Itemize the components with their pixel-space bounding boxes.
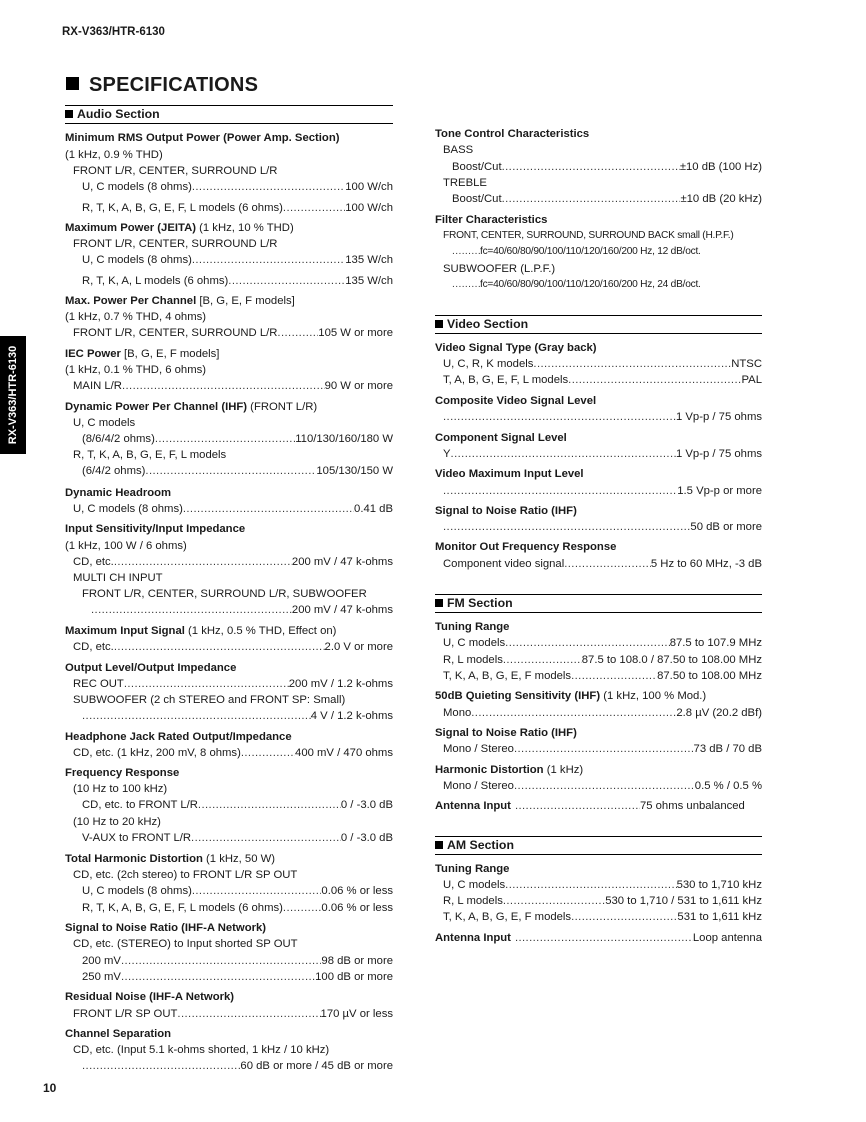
spec-row: [435, 635, 762, 651]
spec-label: U, C models (8 ohms): [82, 254, 192, 266]
spec-value: 60 dB or more / 45 dB or more: [240, 1060, 393, 1072]
spec-label: U, C, R, K models: [443, 358, 534, 370]
spec-row: [65, 969, 393, 985]
am-section-heading-text: AM Section: [447, 838, 514, 852]
leader-dots: [114, 639, 325, 655]
leader-dots: [571, 668, 657, 684]
spec-label: Y: [443, 448, 451, 460]
square-bullet-icon: [435, 841, 443, 849]
spec-title-cond: [B, G, E, F models]: [196, 295, 295, 307]
spec-title: Max. Power Per Channel: [65, 295, 197, 307]
spec-title-cond: (1 kHz, 10 % THD): [195, 222, 294, 234]
spec-label: MAIN L/R: [73, 380, 122, 392]
leader-dots: [82, 1058, 240, 1074]
spec-label: 200 mV: [82, 955, 121, 967]
spec-value: 200 mV / 1.2 k-ohms: [288, 678, 393, 690]
iec-cond: (1 kHz, 0.1 % THD, 6 ohms): [65, 364, 207, 376]
leader-dots: [533, 356, 731, 372]
leader-dots: [452, 244, 480, 260]
spec-value: 1.5 Vp-p or more: [677, 485, 762, 497]
spec-value: 100 dB or more: [315, 971, 393, 983]
min-rms-title: Minimum RMS Output Power (Power Amp. Section): [65, 132, 340, 144]
leader-dots: [471, 705, 676, 721]
spec-label: FRONT L/R SP OUT: [73, 1008, 178, 1020]
spec-label: R, L models: [443, 895, 503, 907]
video-snr-title: Signal to Noise Ratio (IHF): [435, 505, 577, 517]
leader-dots: [122, 378, 325, 394]
input-sens-sub2: FRONT L/R, CENTER, SURROUND L/R, SUBWOOFER: [82, 588, 367, 600]
spec-title-cond: (1 kHz): [543, 764, 584, 776]
page-title: [66, 74, 258, 97]
freq-resp-cond1: (10 Hz to 100 kHz): [73, 783, 168, 795]
spec-row: [65, 602, 393, 618]
spec-value: 87.5 to 107.9 MHz: [669, 637, 762, 649]
spec-value: 0 / -3.0 dB: [340, 832, 393, 844]
leader-dots: [82, 708, 311, 724]
spec-title: 50dB Quieting Sensitivity (IHF): [435, 690, 601, 702]
spec-value: 200 mV / 47 k-ohms: [291, 604, 393, 616]
spec-row: [65, 1058, 393, 1074]
spec-label: FRONT L/R, CENTER, SURROUND L/R: [73, 327, 278, 339]
snr-title: Signal to Noise Ratio (IHF-A Network): [65, 922, 267, 934]
leader-dots: [283, 900, 322, 916]
spec-row: [435, 930, 762, 946]
spec-value: 135 W/ch: [345, 254, 393, 266]
min-rms-cond: (1 kHz, 0.9 % THD): [65, 149, 163, 161]
spec-label: R, T, K, A, B, G, E, F, L models (6 ohms): [82, 202, 283, 214]
spec-row: [435, 652, 762, 668]
spec-label: Mono / Stereo: [443, 743, 514, 755]
spec-row: [65, 745, 393, 761]
leader-dots: [515, 930, 693, 946]
max-input-title: [65, 623, 393, 639]
spec-value: 0.5 % / 0.5 %: [694, 780, 762, 792]
spec-label: Boost/Cut: [452, 161, 502, 173]
square-bullet-icon: [435, 320, 443, 328]
spec-row: [65, 1006, 393, 1022]
freq-resp-title: Frequency Response: [65, 767, 180, 779]
square-bullet-icon: [66, 77, 79, 90]
spec-row: [435, 519, 762, 535]
spec-value: 530 to 1,710 kHz: [676, 879, 762, 891]
spec-row: [65, 797, 393, 813]
spec-label: R, T, K, A, L models (6 ohms): [82, 275, 229, 287]
spec-title: Total Harmonic Distortion: [65, 853, 203, 865]
spec-value: 1 Vp-p / 75 ohms: [675, 448, 762, 460]
leader-dots: [452, 277, 480, 293]
dyn-power-sub1: U, C models: [73, 417, 136, 429]
spec-row: [65, 953, 393, 969]
leader-dots: [451, 446, 676, 462]
leader-dots: [121, 969, 315, 985]
audio-section-heading-text: Audio Section: [77, 107, 160, 121]
spec-value: 531 to 1,611 kHz: [677, 911, 762, 923]
spec-row: [435, 191, 762, 207]
spec-value: 2.0 V or more: [324, 641, 393, 653]
leader-dots: [502, 191, 681, 207]
leader-dots: [568, 372, 741, 388]
spec-row: [65, 273, 393, 289]
spec-row: [435, 446, 762, 462]
spec-row: [435, 483, 762, 499]
video-section-heading-text: Video Section: [447, 317, 529, 331]
spec-row: [435, 356, 762, 372]
output-level-title: Output Level/Output Impedance: [65, 662, 237, 674]
component-title: Component Signal Level: [435, 432, 567, 444]
leader-dots: [155, 431, 295, 447]
spec-label: T, K, A, B, G, E, F models: [443, 670, 572, 682]
max-jeita-sub: FRONT L/R, CENTER, SURROUND L/R: [73, 238, 278, 250]
input-sens-title: Input Sensitivity/Input Impedance: [65, 523, 246, 535]
leader-dots: [191, 830, 341, 846]
spec-value: 110/130/160/180 W: [295, 433, 393, 445]
spec-value: 1 Vp-p / 75 ohms: [675, 411, 762, 423]
input-sens-cond: (1 kHz, 100 W / 6 ohms): [65, 540, 187, 552]
leader-dots: [145, 463, 316, 479]
spec-row: [435, 877, 762, 893]
spec-value: 0.06 % or less: [321, 902, 393, 914]
spec-value: 100 W/ch: [345, 181, 393, 193]
square-bullet-icon: [435, 599, 443, 607]
leader-dots: [505, 877, 676, 893]
leader-dots: [514, 741, 694, 757]
thd-sub: CD, etc. (2ch stereo) to FRONT L/R SP OUT: [73, 869, 298, 881]
spec-row: [65, 830, 393, 846]
leader-dots: [241, 745, 295, 761]
tone-title: Tone Control Characteristics: [435, 128, 590, 140]
filter-lpf: SUBWOOFER (L.P.F.): [443, 263, 556, 275]
spec-value: 73 dB / 70 dB: [693, 743, 762, 755]
leader-dots: [192, 883, 322, 899]
separation-title: Channel Separation: [65, 1028, 172, 1040]
leader-dots: [514, 778, 695, 794]
spec-row: [65, 501, 393, 517]
min-rms-sub: FRONT L/R, CENTER, SURROUND L/R: [73, 165, 278, 177]
side-tab-label: RX-V363/HTR-6130: [7, 345, 19, 445]
spec-value: 50 dB or more: [690, 521, 762, 533]
spec-value: PAL: [741, 374, 762, 386]
spec-label: 250 mV: [82, 971, 121, 983]
video-type-title: Video Signal Type (Gray back): [435, 342, 597, 354]
dyn-power-title: [65, 399, 393, 415]
spec-row: [435, 668, 762, 684]
spec-row: [435, 909, 762, 925]
leader-dots: [571, 909, 677, 925]
spec-label: (6/4/2 ohms): [82, 465, 146, 477]
spec-value: 0 / -3.0 dB: [340, 799, 393, 811]
fm-tuning-title: Tuning Range: [435, 621, 510, 633]
spec-label: REC OUT: [73, 678, 124, 690]
spec-value: 135 W/ch: [345, 275, 393, 287]
spec-row: [65, 431, 393, 447]
spec-label: U, C models: [443, 637, 506, 649]
composite-title: Composite Video Signal Level: [435, 395, 597, 407]
dyn-headroom-title: Dynamic Headroom: [65, 487, 172, 499]
spec-label: Mono: [443, 707, 472, 719]
spec-row: [435, 893, 762, 909]
spec-label: CD, etc.: [73, 641, 114, 653]
spec-row: [435, 159, 762, 175]
residual-title: Residual Noise (IHF-A Network): [65, 991, 235, 1003]
spec-row: [65, 179, 393, 195]
spec-label: U, C models (8 ohms): [82, 885, 192, 897]
spec-label: Boost/Cut: [452, 193, 502, 205]
spec-title-cond: (1 kHz, 50 W): [202, 853, 276, 865]
video-max-title: Video Maximum Input Level: [435, 468, 584, 480]
spec-title: Maximum Power (JEITA): [65, 222, 196, 234]
spec-row: [435, 277, 762, 293]
side-tab: [0, 336, 26, 454]
leader-dots: [443, 409, 676, 425]
tone-bass: BASS: [443, 144, 474, 156]
filter-title: Filter Characteristics: [435, 214, 548, 226]
spec-value: fc=40/60/80/90/100/110/120/160/200 Hz, 24 dB/oct.: [480, 279, 701, 290]
leader-dots: [183, 501, 354, 517]
spec-value: ±10 dB (100 Hz): [679, 161, 762, 173]
audio-section-heading: [65, 105, 393, 124]
spec-value: 170 µV or less: [320, 1008, 393, 1020]
spec-row: [65, 378, 393, 394]
leader-dots: [443, 483, 677, 499]
spec-row: [435, 556, 762, 572]
spec-label: CD, etc. to FRONT L/R: [82, 799, 198, 811]
fm-quieting-title: [435, 688, 762, 704]
leader-dots: [192, 252, 345, 268]
spec-row: [435, 409, 762, 425]
model-header: RX-V363/HTR-6130: [62, 26, 165, 38]
spec-label: Mono / Stereo: [443, 780, 514, 792]
spec-value: Loop antenna: [692, 932, 762, 944]
spec-value: 200 mV / 47 k-ohms: [291, 556, 393, 568]
dyn-power-sub2: R, T, K, A, B, G, E, F, L models: [73, 449, 227, 461]
spec-title: Antenna Input: [435, 932, 511, 944]
spec-row: [65, 252, 393, 268]
spec-row: [65, 708, 393, 724]
leader-dots: [91, 602, 292, 618]
spec-value: 400 mV / 470 ohms: [295, 747, 393, 759]
leader-dots: [124, 676, 289, 692]
spec-label: U, C models (8 ohms): [73, 503, 183, 515]
max-per-ch-title: [65, 293, 393, 309]
iec-title: [65, 346, 393, 362]
spec-label: R, L models: [443, 654, 503, 666]
spec-row: [65, 200, 393, 216]
tone-treble: TREBLE: [443, 177, 487, 189]
leader-dots: [192, 179, 345, 195]
spec-title: Antenna Input: [435, 800, 511, 812]
page-title-text: SPECIFICATIONS: [89, 74, 259, 96]
spec-value: 75 ohms unbalanced: [639, 800, 745, 812]
spec-title: Dynamic Power Per Channel (IHF): [65, 401, 248, 413]
spec-label: U, C models (8 ohms): [82, 181, 192, 193]
spec-row: [435, 798, 762, 814]
spec-row: [65, 463, 393, 479]
spec-label: T, A, B, G, E, F, L models: [443, 374, 569, 386]
leader-dots: [114, 554, 292, 570]
spec-label: V-AUX to FRONT L/R: [82, 832, 192, 844]
leader-dots: [121, 953, 321, 969]
spec-title-cond: (1 kHz, 0.5 % THD, Effect on): [184, 625, 337, 637]
leader-dots: [503, 893, 605, 909]
leader-dots: [503, 652, 582, 668]
spec-row: [435, 741, 762, 757]
square-bullet-icon: [65, 110, 73, 118]
am-tuning-title: Tuning Range: [435, 863, 510, 875]
leader-dots: [198, 797, 341, 813]
spec-label: R, T, K, A, B, G, E, F, L models (6 ohms): [82, 902, 283, 914]
separation-sub: CD, etc. (Input 5.1 k-ohms shorted, 1 kHz / 10 kHz): [73, 1044, 330, 1056]
spec-row: [65, 883, 393, 899]
spec-title: IEC Power: [65, 348, 121, 360]
leader-dots: [228, 273, 345, 289]
leader-dots: [564, 556, 651, 572]
fm-section-heading-text: FM Section: [447, 596, 513, 610]
spec-label: CD, etc.: [73, 556, 114, 568]
spec-row: [435, 705, 762, 721]
spec-row: [65, 554, 393, 570]
spec-row: [435, 244, 762, 260]
spec-value: 87.5 to 108.0 / 87.50 to 108.00 MHz: [581, 654, 762, 666]
spec-title-cond: (1 kHz, 100 % Mod.): [600, 690, 707, 702]
fm-section-heading: [435, 594, 762, 613]
spec-value: 98 dB or more: [321, 955, 393, 967]
fm-snr-title: Signal to Noise Ratio (IHF): [435, 727, 577, 739]
fm-harmonic-title: [435, 762, 762, 778]
leader-dots: [505, 635, 670, 651]
spec-row: [65, 900, 393, 916]
snr-sub: CD, etc. (STEREO) to Input shorted SP OUT: [73, 938, 298, 950]
headphone-title: Headphone Jack Rated Output/Impedance: [65, 731, 292, 743]
am-section-heading: [435, 836, 762, 855]
leader-dots: [502, 159, 680, 175]
leader-dots: [283, 200, 345, 216]
spec-value: 2.8 µV (20.2 dBf): [676, 707, 762, 719]
max-per-ch-cond: (1 kHz, 0.7 % THD, 4 ohms): [65, 311, 207, 323]
spec-value: NTSC: [731, 358, 762, 370]
spec-value: 100 W/ch: [345, 202, 393, 214]
thd-title: [65, 851, 393, 867]
max-jeita-title: [65, 220, 393, 236]
spec-title-cond: (FRONT L/R): [247, 401, 318, 413]
spec-label: CD, etc. (1 kHz, 200 mV, 8 ohms): [73, 747, 241, 759]
leader-dots: [277, 325, 318, 341]
spec-title: Harmonic Distortion: [435, 764, 544, 776]
spec-value: 5 Hz to 60 MHz, -3 dB: [650, 558, 762, 570]
spec-value: 4 V / 1.2 k-ohms: [310, 710, 393, 722]
spec-value: fc=40/60/80/90/100/110/120/160/200 Hz, 12 dB/oct.: [480, 246, 701, 257]
spec-row: [65, 676, 393, 692]
leader-dots: [443, 519, 690, 535]
spec-label: T, K, A, B, G, E, F models: [443, 911, 572, 923]
spec-value: 90 W or more: [324, 380, 393, 392]
spec-row: [435, 778, 762, 794]
output-level-sub1: SUBWOOFER (2 ch STEREO and FRONT SP: Small): [73, 694, 346, 706]
leader-dots: [177, 1006, 320, 1022]
spec-label: (8/6/4/2 ohms): [82, 433, 155, 445]
spec-value: 105/130/150 W: [316, 465, 393, 477]
spec-title-cond: [B, G, E, F models]: [120, 348, 220, 360]
spec-value: ±10 dB (20 kHz): [680, 193, 762, 205]
spec-value: 87.50 to 108.00 MHz: [657, 670, 762, 682]
filter-hpf: FRONT, CENTER, SURROUND, SURROUND BACK small (H.P.F.): [443, 230, 734, 241]
spec-row: [435, 372, 762, 388]
spec-value: 105 W or more: [318, 327, 393, 339]
leader-dots: [515, 798, 640, 814]
video-section-heading: [435, 315, 762, 334]
input-sens-sub1: MULTI CH INPUT: [73, 572, 163, 584]
spec-row: [65, 325, 393, 341]
monitor-title: Monitor Out Frequency Response: [435, 541, 617, 553]
spec-row: [65, 639, 393, 655]
freq-resp-cond2: (10 Hz to 20 kHz): [73, 816, 161, 828]
page-number: 10: [43, 1081, 57, 1095]
spec-label: U, C models: [443, 879, 506, 891]
spec-value: 0.06 % or less: [321, 885, 393, 897]
spec-title: Maximum Input Signal: [65, 625, 185, 637]
spec-value: 530 to 1,710 / 531 to 1,611 kHz: [605, 895, 762, 907]
spec-label: Component video signal: [443, 558, 565, 570]
spec-value: 0.41 dB: [354, 503, 393, 515]
